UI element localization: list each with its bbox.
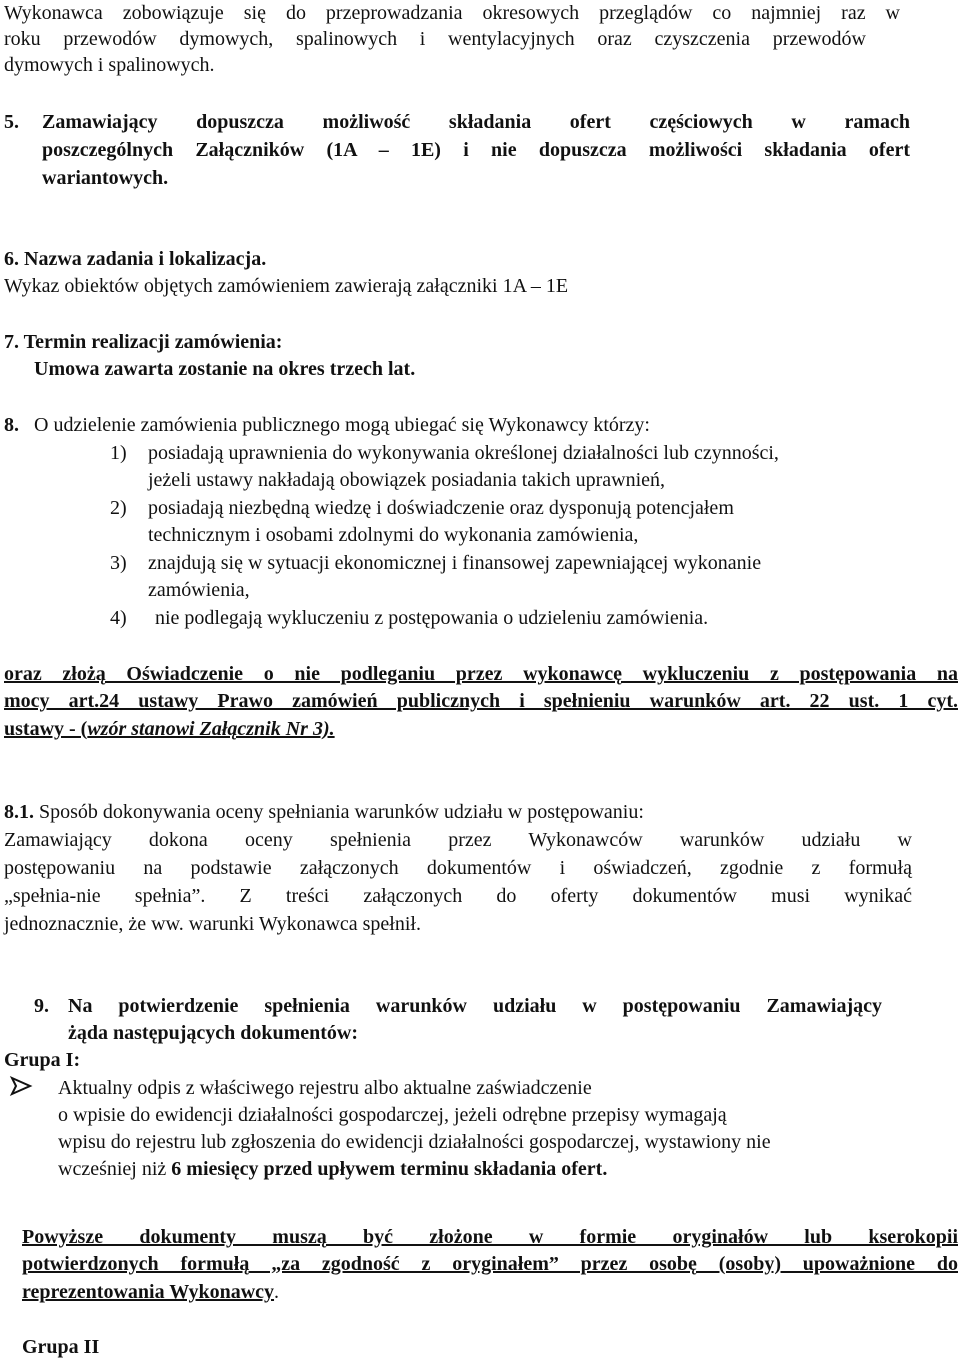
grupa-1-heading: Grupa I: xyxy=(4,1049,81,1071)
grupa-2-heading: Grupa II xyxy=(22,1336,100,1358)
condition-1-number: 1) xyxy=(110,442,127,464)
declaration-line-1: oraz złożą Oświadczenie o nie podleganiu przez wykonawcę wykluczeniu z postępowania na xyxy=(4,663,958,685)
declaration-line-3-lead: ustawy - ( xyxy=(4,718,88,740)
section-8-number: 8. xyxy=(4,414,19,436)
condition-3-line-2: zamówienia, xyxy=(148,579,250,601)
intro-line-1: Wykonawca zobowiązuje się do przeprowadzania okresowych przeglądów co najmniej raz w xyxy=(4,2,900,24)
note-line-1: Powyższe dokumenty muszą być złożone w formie oryginałów lub kserokopii xyxy=(22,1226,958,1248)
note-line-2: potwierdzonych formułą „za zgodność z oryginałem” przez osobę (osoby) upoważnione do xyxy=(22,1253,958,1275)
condition-3-number: 3) xyxy=(110,552,127,574)
section-7-heading: 7. Termin realizacji zamówienia: xyxy=(4,331,283,353)
declaration-line-3 xyxy=(4,716,335,742)
grupa-1-line-3: wpisu do rejestru lub zgłoszenia do ewidencji działalności gospodarczej, wystawiony nie xyxy=(58,1131,771,1153)
section-5-number: 5. xyxy=(4,111,19,133)
condition-4-number: 4) xyxy=(110,607,127,629)
intro-line-2: roku przewodów dymowych, spalinowych i wentylacyjnych oraz czyszczenia przewodów xyxy=(4,28,866,50)
condition-2-number: 2) xyxy=(110,497,127,519)
section-6-heading: 6. Nazwa zadania i lokalizacja. xyxy=(4,248,267,270)
note-line-3-text: reprezentowania Wykonawcy xyxy=(22,1281,275,1303)
section-9-line-1: Na potwierdzenie spełnienia warunków udziału w postępowaniu Zamawiający xyxy=(68,995,882,1017)
section-7-text: Umowa zawarta zostanie na okres trzech lat. xyxy=(34,358,416,380)
section-9-number: 9. xyxy=(34,995,49,1017)
condition-2-line-2: technicznym i osobami zdolnymi do wykonania zamówienia, xyxy=(148,524,639,546)
section-8-1-line-4: jednoznacznie, że ww. warunki Wykonawca spełnił. xyxy=(4,913,421,935)
section-5-line-1: Zamawiający dopuszcza możliwość składania ofert częściowych w ramach xyxy=(42,111,910,133)
grupa-1-line-1: Aktualny odpis z właściwego rejestru albo aktualne zaświadczenie xyxy=(58,1077,592,1099)
section-9-line-2: żąda następujących dokumentów: xyxy=(68,1022,359,1044)
intro-line-3: dymowych i spalinowych. xyxy=(4,54,215,76)
section-6-text: Wykaz obiektów objętych zamówieniem zawierają załączniki 1A – 1E xyxy=(4,275,569,297)
section-8-1-line-2: postępowaniu na podstawie załączonych dokumentów i oświadczeń, zgodnie z formułą xyxy=(4,857,912,879)
grupa-1-line-2: o wpisie do ewidencji działalności gospodarczej, jeżeli odrębne przepisy wymagają xyxy=(58,1104,727,1126)
section-5-line-3: wariantowych. xyxy=(42,167,169,189)
grupa-1-deadline: 6 miesięcy przed upływem terminu składania ofert. xyxy=(171,1158,608,1180)
condition-2-line-1: posiadają niezbędną wiedzę i doświadczenie oraz dysponują potencjałem xyxy=(148,497,734,519)
condition-1-line-1: posiadają uprawnienia do wykonywania określonej działalności lub czynności, xyxy=(148,442,779,464)
declaration-attachment-ref: wzór stanowi Załącznik Nr 3). xyxy=(87,718,335,740)
section-8-1-number: 8.1. xyxy=(4,801,34,823)
section-8-1-line-3: „spełnia-nie spełnia”. Z treści załączonych do oferty dokumentów musi wynikać xyxy=(4,885,912,907)
note-line-3-period: . xyxy=(274,1281,280,1303)
section-8-1-line-1: Zamawiający dokona oceny spełnienia przez Wykonawców warunków udziału w xyxy=(4,829,912,851)
declaration-line-2: mocy art.24 ustawy Prawo zamówień publicznych i spełnieniu warunków art. 22 ust. 1 cyt. xyxy=(4,690,958,712)
grupa-1-line-4 xyxy=(58,1156,607,1182)
condition-1-line-2: jeżeli ustawy nakładają obowiązek posiadania takich uprawnień, xyxy=(148,469,666,491)
section-5-line-2: poszczególnych Załączników (1A – 1E) i nie dopuszcza możliwości składania ofert xyxy=(42,139,910,161)
section-8-1-heading-line xyxy=(4,799,644,825)
condition-3-line-1: znajdują się w sytuacji ekonomicznej i finansowej zapewniającej wykonanie xyxy=(148,552,762,574)
arrowhead-bullet-icon xyxy=(6,1074,36,1098)
section-8-1-heading: Sposób dokonywania oceny spełniania warunków udziału w postępowaniu: xyxy=(39,801,644,823)
grupa-1-line-4-lead: wcześniej niż xyxy=(58,1158,172,1180)
note-line-3 xyxy=(22,1279,279,1305)
condition-4-line-1: nie podlegają wykluczeniu z postępowania o udzieleniu zamówienia. xyxy=(155,607,709,629)
section-8-heading: O udzielenie zamówienia publicznego mogą ubiegać się Wykonawcy którzy: xyxy=(34,414,650,436)
